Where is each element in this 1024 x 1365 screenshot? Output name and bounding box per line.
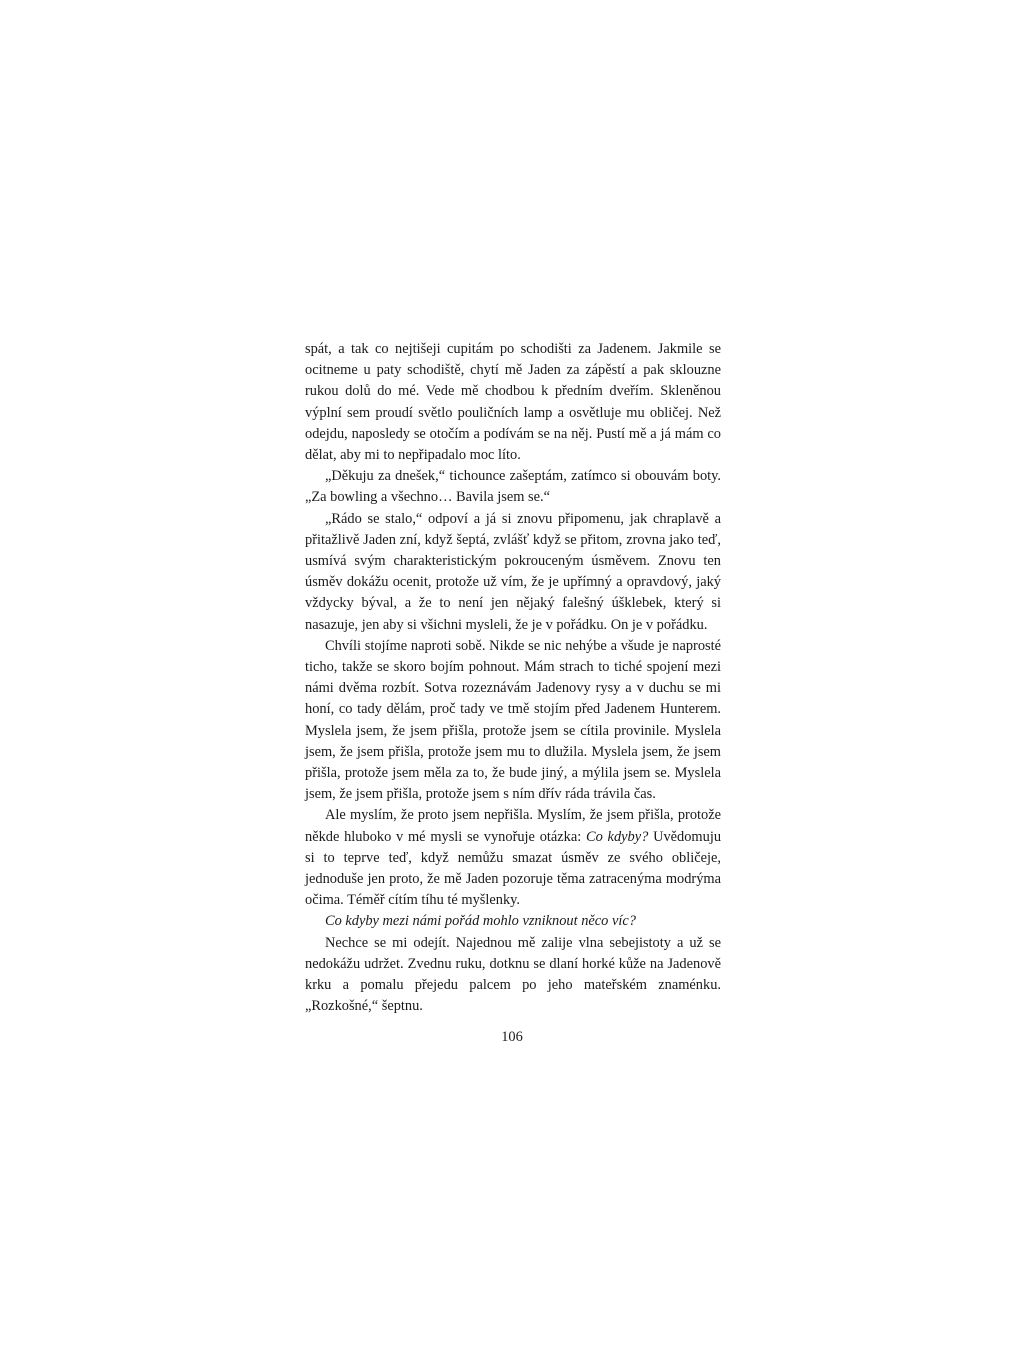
paragraph-4: Chvíli stojíme naproti sobě. Nikde se nic nehýbe a všude je naprosté ticho, takže se skoro bojím pohnout. Mám strach to tiché spojení mezi námi dvěma rozbít. Sotva rozeznávám Jadenovy rysy a v duchu se mi honí, co tady dělám, proč tady ve tmě stojím před Jadenem Hunterem. Myslela jsem, že jsem přišla, protože jsem se cítila provinile. Myslela jsem, že jsem přišla, protože jsem mu to dlužila. Myslela jsem, že jsem přišla, protože jsem měla za to, že bude jiný, a mýlila jsem se. Myslela jsem, že jsem přišla, protože jsem s ním dřív ráda trávila čas. bbox=[305, 637, 721, 803]
paragraph-2: „Děkuju za dnešek,“ tichounce zašeptám, zatímco si obouvám boty. „Za bowling a všechno… Bavila jsem se.“ bbox=[305, 468, 721, 506]
paragraph-3: „Rádo se stalo,“ odpoví a já si znovu připomenu, jak chraplavě a přitažlivě Jaden zní, když šeptá, zvlášť když se přitom, zrovna jako teď, usmívá svým charakteristickým pokrouceným úsměvem. Znovu ten úsměv dokážu ocenit, protože už vím, že je upřímný a opravdový, jaký vždycky býval, a že to není jen nějaký falešný úšklebek, který si nasazuje, jen aby si všichni mysleli, že je v pořádku. On je v pořádku. bbox=[305, 510, 721, 633]
paragraph-7: Nechce se mi odejít. Najednou mě zalije vlna sebejistoty a už se nedokážu udržet. Zvednu ruku, dotknu se dlaní horké kůže na Jadenově krku a pomalu přejedu palcem po jeho mateřském znaménku. „Rozkošné,“ šeptnu. bbox=[305, 934, 721, 1015]
paragraph-5 bbox=[305, 805, 721, 911]
paragraph-5-before: Ale myslím, že proto jsem nepřišla. Myslím, že jsem přišla, protože někde hluboko v mé mysli se vynořuje otázka: bbox=[305, 807, 721, 845]
paragraph-6-italic-thought: Co kdyby mezi námi pořád mohlo vzniknout něco víc? bbox=[325, 913, 636, 930]
body-text bbox=[305, 339, 721, 1018]
paragraph-1: spát, a tak co nejtišeji cupitám po schodišti za Jadenem. Jakmile se ocitneme u paty schodiště, chytí mě Jaden za zápěstí a pak sklouzne rukou dolů do mé. Vede mě chodbou k předním dveřím. Skleněnou výplní sem proudí světlo pouličních lamp a osvětluje mu obličej. Než odejdu, naposledy se otočím a podívám se na něj. Pustí mě a já mám co dělat, aby mi to nepřipadalo moc líto. bbox=[305, 341, 721, 464]
page-number: 106 bbox=[501, 1029, 523, 1045]
paragraph-5-italic-question: Co kdyby? bbox=[586, 828, 649, 845]
paragraph-5-after: Uvědomuju si to teprve teď, když nemůžu smazat úsměv ze svého obličeje, jednoduše jen proto, že mě Jaden pozoruje těma zatracenýma modrýma očima. Téměř cítím tíhu té myšlenky. bbox=[305, 828, 722, 909]
